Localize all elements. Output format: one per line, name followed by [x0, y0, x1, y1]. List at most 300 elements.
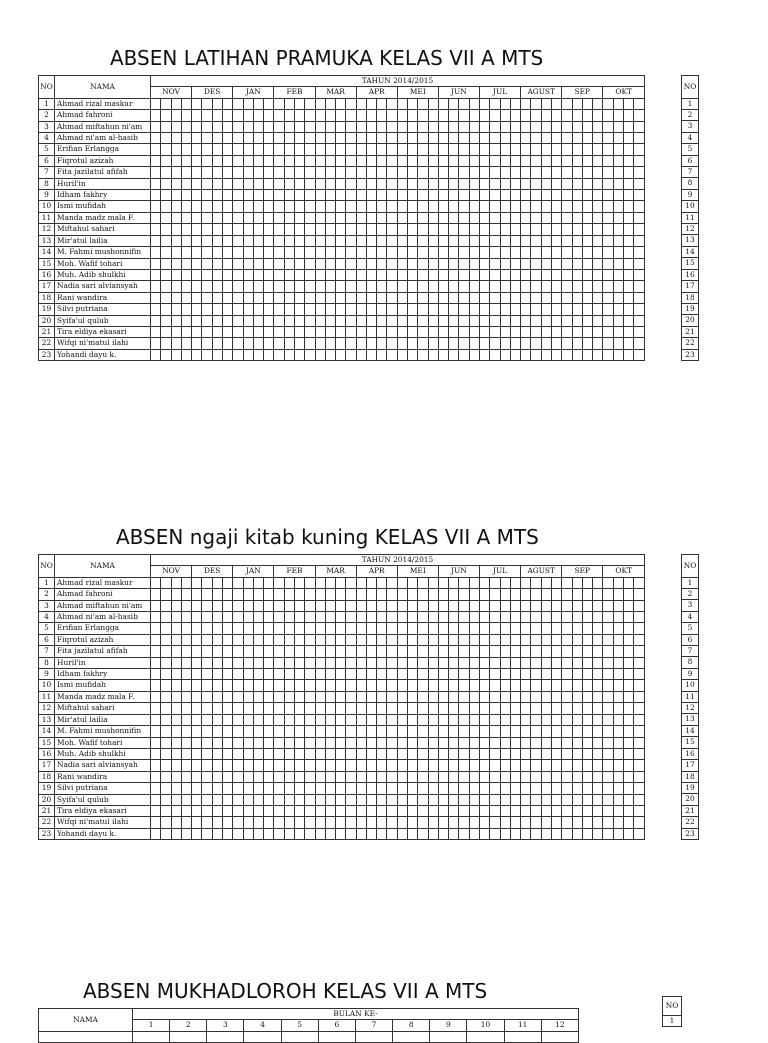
attendance-cell — [490, 737, 500, 748]
attendance-cell — [377, 783, 387, 794]
attendance-cell — [397, 612, 407, 623]
attendance-cell — [336, 258, 346, 269]
attendance-cell — [449, 669, 459, 680]
attendance-cell — [593, 315, 603, 326]
attendance-cell — [500, 144, 510, 155]
attendance-cell — [428, 349, 438, 360]
attendance-cell — [222, 212, 232, 223]
attendance-cell — [510, 349, 520, 360]
attendance-cell — [510, 155, 520, 166]
table-row — [682, 646, 699, 657]
attendance-cell — [212, 805, 222, 816]
attendance-cell — [418, 269, 428, 280]
attendance-cell — [480, 304, 490, 315]
attendance-cell — [151, 281, 161, 292]
row-number: 7 — [682, 646, 699, 657]
attendance-cell — [603, 714, 613, 725]
table-row — [39, 748, 645, 759]
attendance-cell — [202, 612, 212, 623]
attendance-cell — [469, 326, 479, 337]
table-row — [39, 110, 645, 121]
attendance-cell — [305, 817, 315, 828]
attendance-cell — [593, 155, 603, 166]
attendance-cell — [202, 771, 212, 782]
attendance-cell — [480, 623, 490, 634]
attendance-cell — [418, 726, 428, 737]
attendance-cell — [181, 703, 191, 714]
attendance-cell — [305, 338, 315, 349]
attendance-cell — [171, 828, 181, 839]
attendance-cell — [531, 315, 541, 326]
attendance-cell — [408, 235, 418, 246]
attendance-cell — [161, 805, 171, 816]
attendance-cell — [408, 247, 418, 258]
attendance-cell — [202, 110, 212, 121]
attendance-cell — [531, 281, 541, 292]
attendance-cell — [397, 760, 407, 771]
attendance-cell — [192, 726, 202, 737]
attendance-cell — [603, 178, 613, 189]
attendance-cell — [387, 646, 397, 657]
attendance-cell — [233, 338, 243, 349]
attendance-cell — [572, 805, 582, 816]
attendance-cell — [521, 646, 531, 657]
attendance-cell — [572, 760, 582, 771]
table-row — [39, 349, 645, 360]
attendance-cell — [418, 817, 428, 828]
attendance-cell — [222, 201, 232, 212]
attendance-cell — [397, 691, 407, 702]
attendance-cell — [181, 589, 191, 600]
attendance-cell — [377, 349, 387, 360]
attendance-cell — [613, 247, 623, 258]
attendance-cell — [284, 133, 294, 144]
attendance-cell — [469, 201, 479, 212]
attendance-cell — [623, 794, 633, 805]
attendance-cell — [572, 817, 582, 828]
attendance-cell — [325, 600, 335, 611]
attendance-cell — [356, 805, 366, 816]
attendance-cell — [480, 691, 490, 702]
attendance-cell — [582, 144, 592, 155]
attendance-cell — [325, 646, 335, 657]
attendance-cell — [346, 805, 356, 816]
attendance-cell — [366, 589, 376, 600]
attendance-cell — [459, 201, 469, 212]
row-number: 21 — [39, 805, 55, 816]
student-name: Idham fakhry — [55, 669, 151, 680]
attendance-cell — [613, 577, 623, 588]
attendance-cell — [233, 600, 243, 611]
attendance-cell — [582, 121, 592, 132]
attendance-cell — [428, 748, 438, 759]
row-number: 19 — [682, 782, 699, 793]
row-number: 5 — [39, 623, 55, 634]
attendance-cell — [233, 133, 243, 144]
attendance-cell — [428, 612, 438, 623]
attendance-cell — [480, 669, 490, 680]
attendance-cell — [274, 612, 284, 623]
attendance-cell — [438, 612, 448, 623]
attendance-cell — [305, 121, 315, 132]
attendance-cell — [264, 304, 274, 315]
month-header: JUN — [438, 87, 479, 98]
attendance-cell — [253, 235, 263, 246]
attendance-cell — [171, 612, 181, 623]
side-number-table — [681, 75, 699, 361]
attendance-cell — [294, 828, 304, 839]
attendance-cell — [634, 646, 645, 657]
attendance-cell — [480, 167, 490, 178]
attendance-cell — [480, 714, 490, 725]
attendance-cell — [161, 691, 171, 702]
student-name: Ahmad rizal maskur — [55, 577, 151, 588]
attendance-cell — [593, 817, 603, 828]
attendance-cell — [253, 771, 263, 782]
attendance-cell — [315, 167, 325, 178]
attendance-cell — [603, 247, 613, 258]
attendance-cell — [346, 748, 356, 759]
attendance-cell — [418, 212, 428, 223]
attendance-cell — [356, 212, 366, 223]
attendance-cell — [181, 737, 191, 748]
attendance-cell — [171, 235, 181, 246]
attendance-cell — [428, 292, 438, 303]
attendance-cell — [418, 326, 428, 337]
attendance-cell — [171, 817, 181, 828]
attendance-cell — [222, 646, 232, 657]
attendance-cell — [336, 201, 346, 212]
row-number: 8 — [39, 178, 55, 189]
attendance-cell — [181, 817, 191, 828]
attendance-cell — [243, 680, 253, 691]
attendance-cell — [325, 805, 335, 816]
attendance-cell — [377, 121, 387, 132]
attendance-cell — [593, 190, 603, 201]
attendance-cell — [161, 98, 171, 109]
attendance-cell — [603, 737, 613, 748]
attendance-cell — [551, 269, 561, 280]
attendance-cell — [428, 623, 438, 634]
month-header: OKT — [603, 87, 645, 98]
attendance-cell — [449, 783, 459, 794]
attendance-cell — [397, 726, 407, 737]
student-name: Ahmad rizal maskur — [55, 98, 151, 109]
attendance-cell — [428, 212, 438, 223]
attendance-cell — [572, 612, 582, 623]
attendance-cell — [613, 760, 623, 771]
attendance-cell — [222, 828, 232, 839]
attendance-cell — [233, 726, 243, 737]
attendance-cell — [264, 714, 274, 725]
attendance-cell — [418, 224, 428, 235]
attendance-cell — [418, 292, 428, 303]
attendance-cell — [603, 600, 613, 611]
attendance-cell — [438, 121, 448, 132]
attendance-cell — [253, 98, 263, 109]
attendance-cell — [233, 155, 243, 166]
attendance-cell — [377, 292, 387, 303]
attendance-cell — [212, 269, 222, 280]
monthly-attendance-table — [38, 1008, 579, 1043]
attendance-cell — [521, 190, 531, 201]
attendance-cell — [469, 247, 479, 258]
attendance-cell — [315, 817, 325, 828]
attendance-cell — [531, 714, 541, 725]
attendance-cell — [151, 292, 161, 303]
row-number: 13 — [682, 235, 699, 246]
attendance-cell — [459, 828, 469, 839]
attendance-cell — [366, 110, 376, 121]
row-number: 12 — [682, 703, 699, 714]
attendance-cell — [243, 292, 253, 303]
attendance-cell — [459, 726, 469, 737]
attendance-cell — [233, 646, 243, 657]
attendance-cell — [593, 349, 603, 360]
attendance-cell — [346, 828, 356, 839]
attendance-cell — [264, 292, 274, 303]
attendance-cell — [387, 703, 397, 714]
attendance-cell — [603, 748, 613, 759]
attendance-cell — [510, 760, 520, 771]
attendance-cell — [593, 771, 603, 782]
attendance-cell — [613, 634, 623, 645]
attendance-cell — [366, 235, 376, 246]
attendance-cell — [202, 235, 212, 246]
attendance-cell — [490, 783, 500, 794]
attendance-cell — [181, 201, 191, 212]
attendance-cell — [541, 178, 551, 189]
attendance-cell — [161, 600, 171, 611]
attendance-cell — [171, 805, 181, 816]
attendance-cell — [418, 144, 428, 155]
attendance-cell — [192, 577, 202, 588]
attendance-cell — [500, 338, 510, 349]
row-number: 6 — [682, 634, 699, 645]
attendance-cell — [315, 144, 325, 155]
attendance-cell — [613, 589, 623, 600]
attendance-cell — [274, 178, 284, 189]
attendance-cell — [572, 269, 582, 280]
attendance-cell — [480, 235, 490, 246]
attendance-cell — [202, 726, 212, 737]
attendance-cell — [521, 201, 531, 212]
attendance-cell — [510, 634, 520, 645]
attendance-cell — [572, 726, 582, 737]
attendance-cell — [408, 110, 418, 121]
attendance-cell — [346, 133, 356, 144]
attendance-cell — [438, 269, 448, 280]
attendance-cell — [613, 167, 623, 178]
attendance-cell — [438, 669, 448, 680]
attendance-cell — [623, 680, 633, 691]
attendance-cell — [170, 1031, 207, 1042]
attendance-cell — [541, 224, 551, 235]
attendance-cell — [294, 680, 304, 691]
attendance-cell — [490, 178, 500, 189]
attendance-cell — [408, 292, 418, 303]
attendance-cell — [222, 190, 232, 201]
month-header: DES — [192, 87, 233, 98]
attendance-cell — [305, 828, 315, 839]
attendance-cell — [253, 600, 263, 611]
attendance-cell — [387, 121, 397, 132]
attendance-cell — [531, 167, 541, 178]
attendance-cell — [459, 748, 469, 759]
attendance-cell — [274, 201, 284, 212]
attendance-cell — [541, 828, 551, 839]
attendance-cell — [377, 212, 387, 223]
attendance-cell — [603, 805, 613, 816]
attendance-cell — [294, 577, 304, 588]
attendance-cell — [315, 600, 325, 611]
attendance-cell — [233, 247, 243, 258]
attendance-cell — [562, 224, 572, 235]
attendance-cell — [582, 760, 592, 771]
attendance-cell — [582, 190, 592, 201]
attendance-cell — [253, 669, 263, 680]
attendance-cell — [428, 121, 438, 132]
attendance-cell — [510, 669, 520, 680]
month-number: 7 — [355, 1020, 392, 1031]
attendance-cell — [510, 771, 520, 782]
attendance-cell — [634, 326, 645, 337]
attendance-cell — [253, 144, 263, 155]
attendance-cell — [336, 623, 346, 634]
attendance-cell — [582, 247, 592, 258]
attendance-cell — [510, 269, 520, 280]
attendance-cell — [562, 144, 572, 155]
attendance-cell — [531, 760, 541, 771]
attendance-cell — [356, 144, 366, 155]
attendance-cell — [521, 669, 531, 680]
attendance-cell — [582, 338, 592, 349]
attendance-cell — [202, 748, 212, 759]
attendance-cell — [593, 110, 603, 121]
attendance-cell — [151, 634, 161, 645]
attendance-cell — [243, 748, 253, 759]
attendance-cell — [284, 589, 294, 600]
attendance-cell — [551, 771, 561, 782]
attendance-cell — [490, 805, 500, 816]
table-row — [682, 326, 699, 337]
attendance-cell — [418, 794, 428, 805]
attendance-cell — [377, 258, 387, 269]
attendance-cell — [212, 235, 222, 246]
attendance-cell — [171, 133, 181, 144]
attendance-cell — [387, 817, 397, 828]
attendance-cell — [161, 201, 171, 212]
student-name: Mir'atul lailia — [55, 714, 151, 725]
student-name: Wifqi ni'matul ilahi — [55, 338, 151, 349]
attendance-cell — [521, 657, 531, 668]
attendance-cell — [305, 247, 315, 258]
attendance-cell — [377, 247, 387, 258]
attendance-cell — [253, 178, 263, 189]
attendance-cell — [397, 349, 407, 360]
row-number: 12 — [682, 224, 699, 235]
attendance-cell — [438, 646, 448, 657]
attendance-cell — [397, 144, 407, 155]
attendance-cell — [459, 315, 469, 326]
attendance-cell — [438, 783, 448, 794]
attendance-cell — [500, 817, 510, 828]
attendance-cell — [161, 110, 171, 121]
table-row — [682, 577, 699, 588]
attendance-cell — [541, 338, 551, 349]
attendance-cell — [366, 669, 376, 680]
attendance-cell — [593, 144, 603, 155]
attendance-cell — [541, 691, 551, 702]
attendance-cell — [438, 794, 448, 805]
attendance-cell — [305, 589, 315, 600]
attendance-cell — [151, 144, 161, 155]
attendance-cell — [459, 326, 469, 337]
month-number: 11 — [504, 1020, 541, 1031]
attendance-cell — [274, 304, 284, 315]
attendance-cell — [356, 167, 366, 178]
attendance-cell — [397, 258, 407, 269]
attendance-cell — [551, 292, 561, 303]
attendance-cell — [222, 714, 232, 725]
attendance-cell — [233, 349, 243, 360]
attendance-cell — [500, 315, 510, 326]
attendance-cell — [222, 349, 232, 360]
attendance-cell — [551, 178, 561, 189]
attendance-cell — [551, 646, 561, 657]
attendance-cell — [418, 612, 428, 623]
attendance-cell — [397, 600, 407, 611]
attendance-cell — [408, 577, 418, 588]
attendance-cell — [469, 110, 479, 121]
attendance-cell — [408, 224, 418, 235]
attendance-cell — [467, 1031, 504, 1042]
attendance-cell — [284, 304, 294, 315]
attendance-cell — [623, 269, 633, 280]
attendance-cell — [346, 657, 356, 668]
student-name: Tira eldiya ekasari — [55, 805, 151, 816]
attendance-cell — [151, 828, 161, 839]
attendance-cell — [161, 338, 171, 349]
attendance-cell — [253, 577, 263, 588]
attendance-cell — [366, 828, 376, 839]
attendance-cell — [531, 703, 541, 714]
attendance-cell — [397, 805, 407, 816]
attendance-cell — [510, 144, 520, 155]
attendance-cell — [551, 349, 561, 360]
attendance-cell — [387, 634, 397, 645]
attendance-cell — [151, 703, 161, 714]
attendance-cell — [356, 178, 366, 189]
attendance-cell — [325, 110, 335, 121]
attendance-cell — [480, 212, 490, 223]
attendance-cell — [356, 691, 366, 702]
attendance-cell — [305, 760, 315, 771]
attendance-cell — [531, 349, 541, 360]
attendance-cell — [387, 669, 397, 680]
month-number: 8 — [393, 1020, 430, 1031]
row-number: 6 — [682, 155, 699, 166]
attendance-cell — [531, 726, 541, 737]
attendance-cell — [500, 726, 510, 737]
attendance-cell — [397, 714, 407, 725]
attendance-cell — [274, 737, 284, 748]
attendance-cell — [562, 680, 572, 691]
attendance-cell — [151, 805, 161, 816]
attendance-cell — [387, 589, 397, 600]
attendance-cell — [469, 726, 479, 737]
attendance-cell — [634, 680, 645, 691]
